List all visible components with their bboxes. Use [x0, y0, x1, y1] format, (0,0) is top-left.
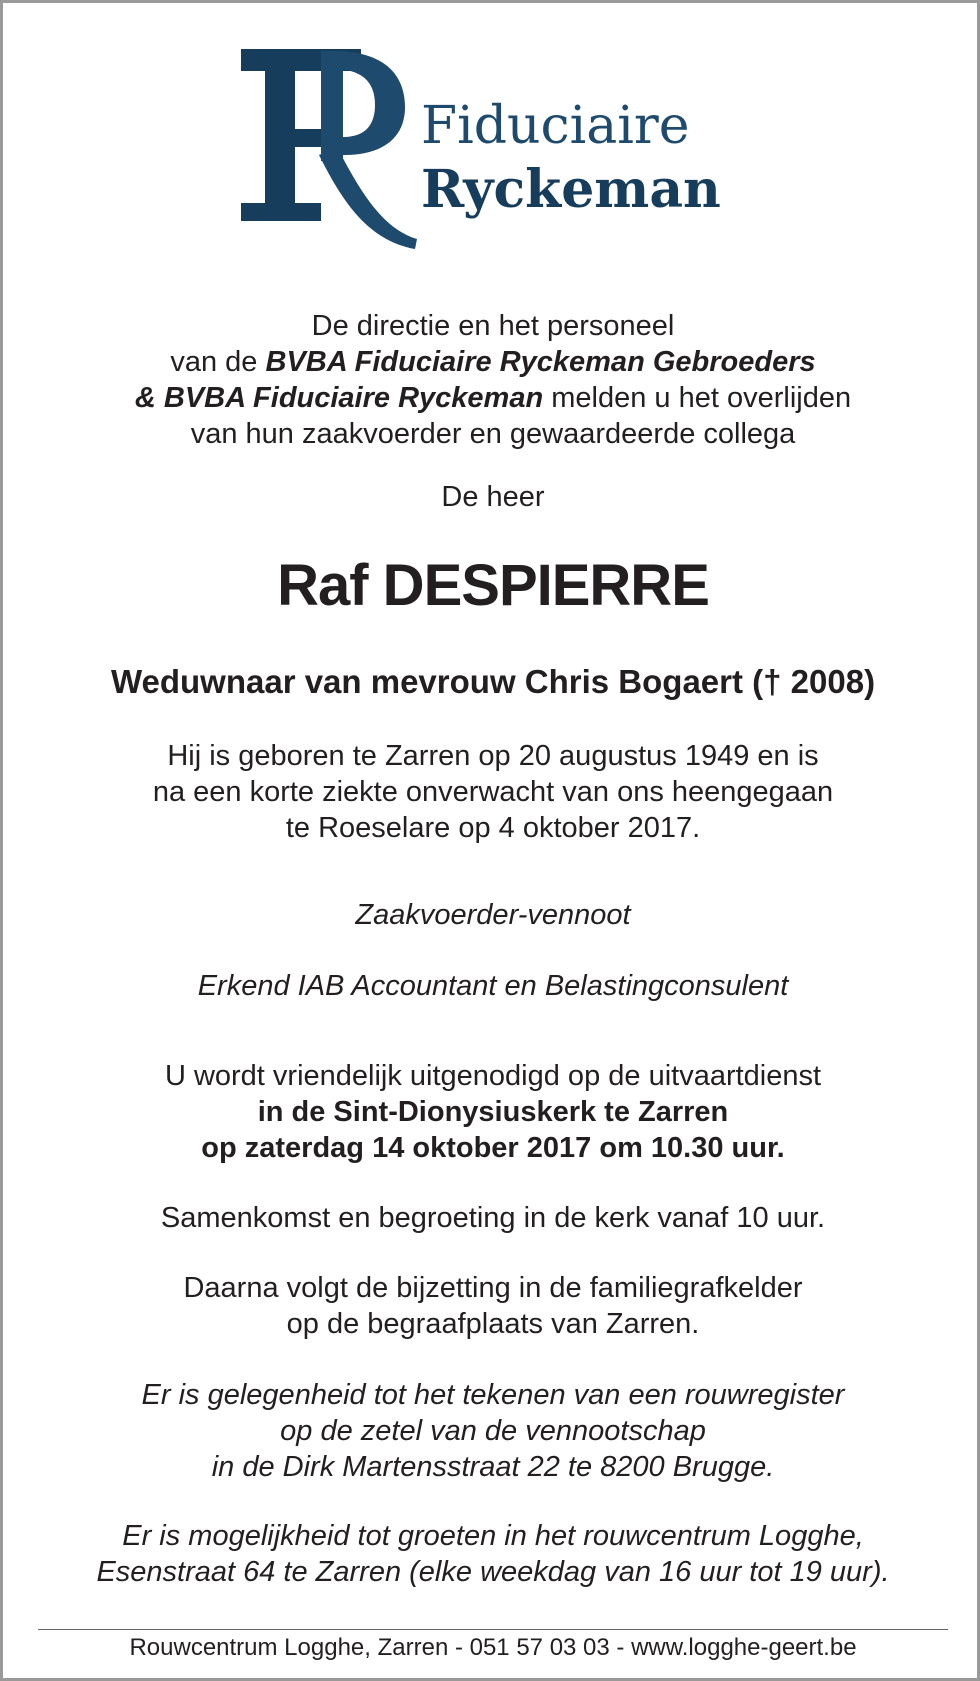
widower-line: Weduwnaar van mevrouw Chris Bogaert († 2008) [110, 663, 876, 700]
logo-line-1: Fiduciaire [421, 96, 690, 156]
greeting-line-1: Er is mogelijkheid tot groeten in het rouwcentrum Logghe, [122, 1520, 864, 1552]
intro-line-1: De directie en het personeel [311, 310, 675, 342]
company-name-1: BVBA Fiduciaire Ryckeman Gebroeders [265, 346, 816, 378]
funeral-paragraph [23, 1058, 963, 1166]
birth-line-2: na een korte ziekte onverwacht van ons heengegaan [152, 776, 834, 808]
footer-divider [38, 1629, 948, 1630]
funeral-line-2: in de Sint-Dionysiuskerk te Zarren [257, 1096, 729, 1128]
qualification-title: Erkend IAB Accountant en Belastingconsulent [197, 970, 789, 1002]
greeting-line-2: Esenstraat 64 te Zarren (elke weekdag van 16 uur tot 19 uur). [96, 1556, 890, 1588]
logo-line-2: Ryckeman [421, 159, 721, 220]
salutation: De heer [441, 481, 545, 513]
company-logo [233, 43, 733, 258]
intro-line-3-suffix: melden u het overlijden [543, 382, 852, 414]
burial-line-2: op de begraafplaats van Zarren. [286, 1308, 700, 1340]
role-title: Zaakvoerder-vennoot [355, 899, 631, 931]
intro-line-3 [23, 380, 963, 416]
intro-line-2-prefix: van de [170, 346, 266, 378]
register-line-2: op de zetel van de vennootschap [280, 1415, 706, 1447]
register-line-1: Er is gelegenheid tot het tekenen van een rouwregister [141, 1379, 845, 1411]
funeral-line-3: op zaterdag 14 oktober 2017 om 10.30 uur. [201, 1132, 785, 1164]
birth-line-3: te Roeselare op 4 oktober 2017. [285, 812, 701, 844]
register-line-3: in de Dirk Martensstraat 22 te 8200 Brugge. [211, 1451, 775, 1483]
greeting-paragraph [23, 1518, 963, 1590]
fr-monogram-icon [233, 43, 423, 258]
intro-paragraph [23, 308, 963, 452]
intro-line-2 [23, 344, 963, 380]
deceased-name: Raf DESPIERRE [277, 553, 709, 618]
birth-line-1: Hij is geboren te Zarren op 20 augustus 1949 en is [167, 740, 819, 772]
footer-contact: Rouwcentrum Logghe, Zarren - 051 57 03 03 - www.logghe-geert.be [129, 1634, 857, 1661]
burial-paragraph [23, 1270, 963, 1342]
burial-line-1: Daarna volgt de bijzetting in de familiegrafkelder [183, 1272, 803, 1304]
logo-wordmark [421, 95, 721, 221]
birth-death-paragraph [23, 738, 963, 846]
company-name-2: & BVBA Fiduciaire Ryckeman [134, 382, 544, 414]
intro-line-4: van hun zaakvoerder en gewaardeerde collega [190, 418, 796, 450]
gathering-line: Samenkomst en begroeting in de kerk vanaf 10 uur. [160, 1202, 826, 1234]
register-paragraph [23, 1377, 963, 1485]
funeral-line-1: U wordt vriendelijk uitgenodigd op de uitvaartdienst [164, 1060, 822, 1092]
